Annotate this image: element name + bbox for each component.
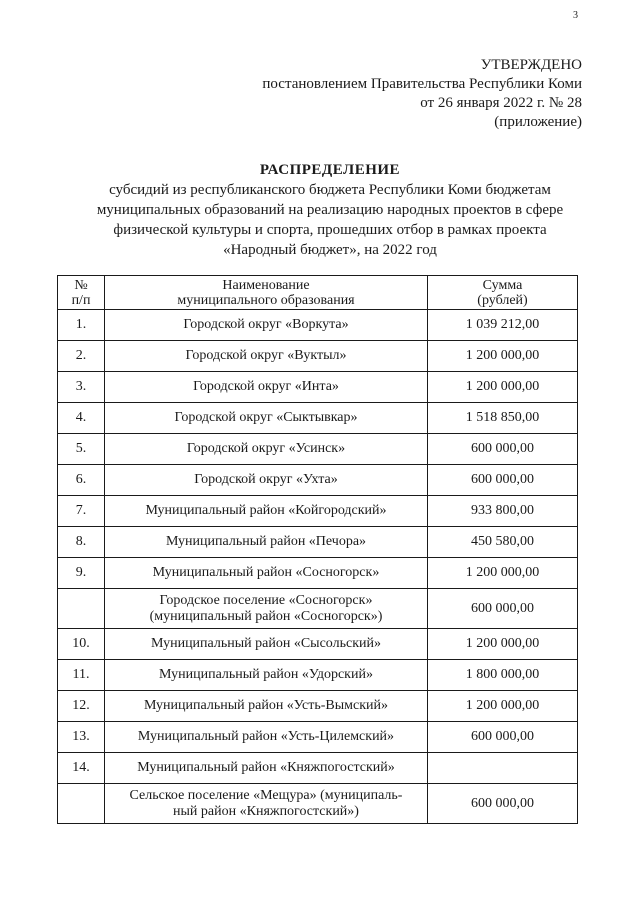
subtitle-line: «Народный бюджет», на 2022 год: [223, 242, 437, 258]
row-name: Городской округ «Ухта»: [105, 465, 428, 496]
row-sum: 450 580,00: [428, 527, 578, 558]
row-num: 10.: [58, 629, 105, 660]
row-num: 6.: [58, 465, 105, 496]
table-row: [58, 691, 578, 722]
row-num: [58, 784, 105, 824]
table-row: [58, 403, 578, 434]
row-name-l2: (муниципальный район «Сосногорск»): [149, 608, 383, 624]
header-name: [105, 276, 428, 310]
row-sum: 1 518 850,00: [428, 403, 578, 434]
row-name: [105, 784, 428, 824]
row-num: 3.: [58, 372, 105, 403]
distribution-table: [57, 275, 578, 824]
table-row: [58, 753, 578, 784]
row-sum: 1 039 212,00: [428, 310, 578, 341]
header-sum-l1: Сумма: [482, 277, 523, 293]
subtitle-line: физической культуры и спорта, прошедших отбор в рамках проекта: [113, 222, 547, 238]
table-row: [58, 372, 578, 403]
header-num-l1: №: [74, 277, 88, 293]
page-number: 3: [573, 10, 578, 21]
approval-stamp: УТВЕРЖДЕНО: [480, 57, 582, 73]
row-num: 14.: [58, 753, 105, 784]
document-heading: [40, 160, 620, 260]
row-name: Муниципальный район «Печора»: [105, 527, 428, 558]
approval-authority: постановлением Правительства Республики Коми: [262, 76, 582, 92]
table-row: [58, 310, 578, 341]
row-sum: 933 800,00: [428, 496, 578, 527]
row-name-l2: ный район «Княжпогостский»): [173, 803, 359, 819]
approval-note: (приложение): [494, 114, 582, 130]
row-name: Муниципальный район «Усть-Цилемский»: [105, 722, 428, 753]
row-num: 9.: [58, 558, 105, 589]
header-name-l1: Наименование: [222, 277, 310, 293]
row-num: 4.: [58, 403, 105, 434]
table-row: [58, 784, 578, 824]
table-row: [58, 722, 578, 753]
row-num: 2.: [58, 341, 105, 372]
table-row: [58, 465, 578, 496]
approval-block: [262, 56, 582, 132]
header-num-l2: п/п: [71, 292, 91, 308]
row-name: Муниципальный район «Княжпогостский»: [105, 753, 428, 784]
row-name: Муниципальный район «Койгородский»: [105, 496, 428, 527]
row-name: Муниципальный район «Усть-Вымский»: [105, 691, 428, 722]
row-name: Городской округ «Воркута»: [105, 310, 428, 341]
row-sum: 1 200 000,00: [428, 629, 578, 660]
row-sum: 600 000,00: [428, 465, 578, 496]
table-row: [58, 527, 578, 558]
row-name: Городской округ «Инта»: [105, 372, 428, 403]
table-row: [58, 496, 578, 527]
row-num: 11.: [58, 660, 105, 691]
header-sum-l2: (рублей): [477, 292, 528, 308]
header-num: [58, 276, 105, 310]
row-name: Городской округ «Вуктыл»: [105, 341, 428, 372]
table-row: [58, 558, 578, 589]
approval-date: от 26 января 2022 г. № 28: [420, 95, 582, 111]
row-num: 8.: [58, 527, 105, 558]
row-sum: [428, 753, 578, 784]
row-name: Муниципальный район «Удорский»: [105, 660, 428, 691]
header-name-l2: муниципального образования: [177, 292, 355, 308]
row-num: 13.: [58, 722, 105, 753]
row-sum: 600 000,00: [428, 589, 578, 629]
row-num: 7.: [58, 496, 105, 527]
row-sum: 1 200 000,00: [428, 691, 578, 722]
table-row: [58, 341, 578, 372]
row-name: Городской округ «Сыктывкар»: [105, 403, 428, 434]
row-name-l1: Городское поселение «Сосногорск»: [159, 592, 373, 608]
row-name: [105, 589, 428, 629]
row-name: Городской округ «Усинск»: [105, 434, 428, 465]
row-sum: 600 000,00: [428, 722, 578, 753]
row-sum: 1 800 000,00: [428, 660, 578, 691]
document-title: РАСПРЕДЕЛЕНИЕ: [259, 162, 401, 178]
table-header-row: [58, 276, 578, 310]
row-name: Муниципальный район «Сосногорск»: [105, 558, 428, 589]
row-sum: 1 200 000,00: [428, 372, 578, 403]
table-row: [58, 434, 578, 465]
header-sum: [428, 276, 578, 310]
row-num: [58, 589, 105, 629]
row-name: Муниципальный район «Сысольский»: [105, 629, 428, 660]
subtitle-line: субсидий из республиканского бюджета Республики Коми бюджетам: [109, 182, 551, 198]
row-sum: 600 000,00: [428, 784, 578, 824]
table-row: [58, 589, 578, 629]
row-sum: 600 000,00: [428, 434, 578, 465]
table-row: [58, 629, 578, 660]
table-row: [58, 660, 578, 691]
row-sum: 1 200 000,00: [428, 558, 578, 589]
row-sum: 1 200 000,00: [428, 341, 578, 372]
subtitle-line: муниципальных образований на реализацию народных проектов в сфере: [96, 202, 564, 218]
row-num: 12.: [58, 691, 105, 722]
row-num: 1.: [58, 310, 105, 341]
row-num: 5.: [58, 434, 105, 465]
row-name-l1: Сельское поселение «Мещура» (муниципаль-: [129, 787, 403, 803]
